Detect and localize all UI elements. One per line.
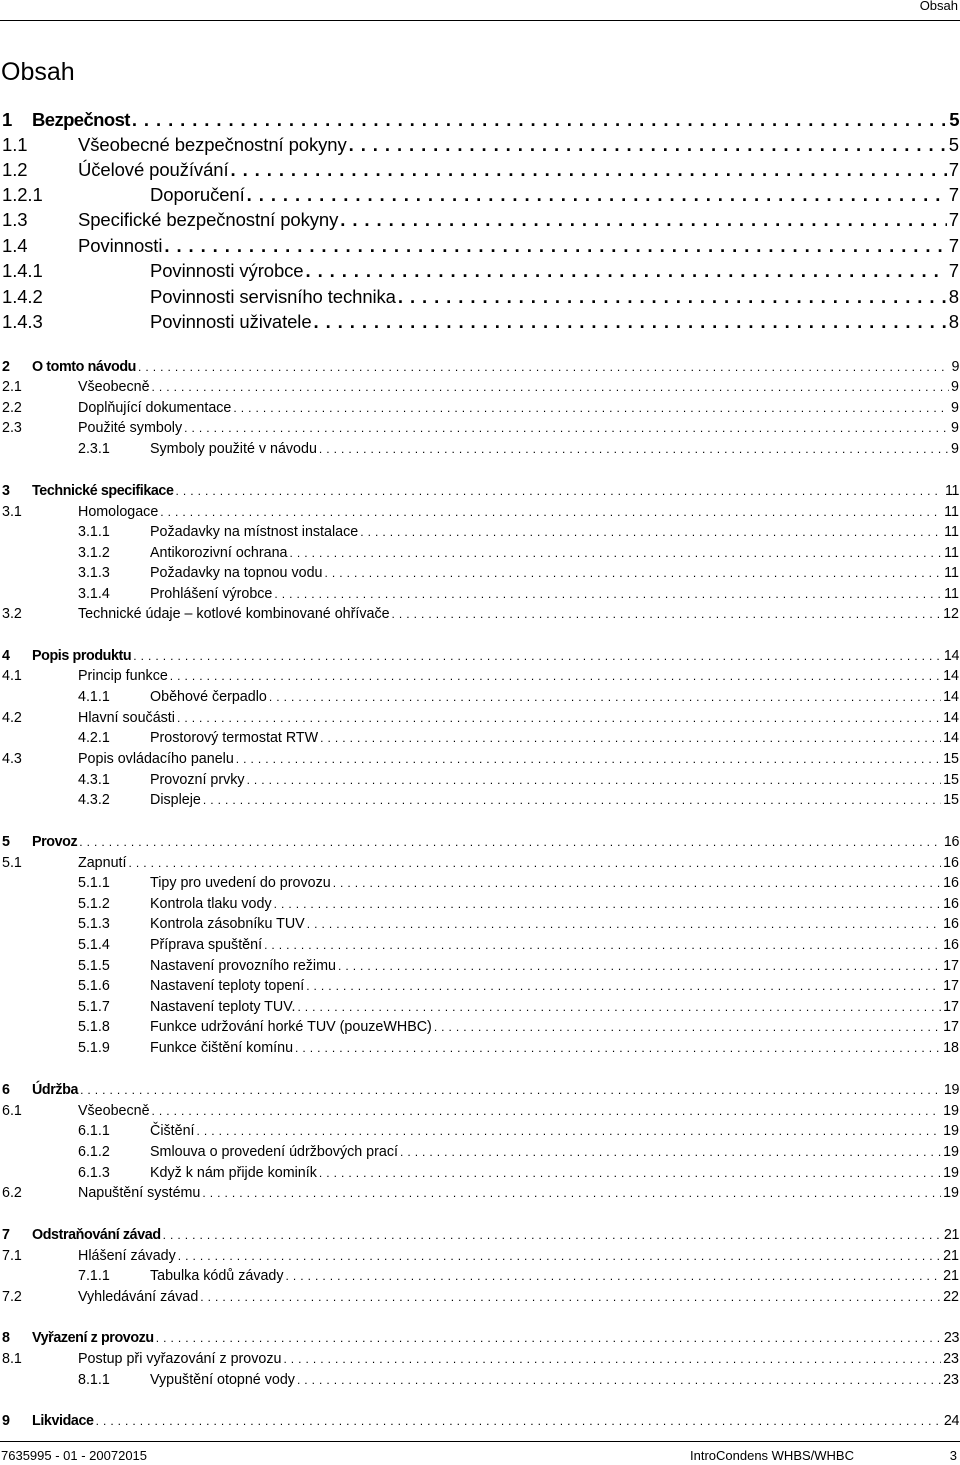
toc-entry-title: Specifické bezpečnostní pokyny — [78, 209, 339, 230]
toc-leader-dots — [200, 1287, 941, 1308]
toc-entry[interactable] — [0, 107, 960, 133]
toc-entry-page: 15 — [943, 772, 959, 788]
toc-entry-title: Příprava spuštění — [150, 937, 263, 953]
toc-entry-title: Popis produktu — [32, 648, 132, 664]
page-title: Obsah — [1, 58, 75, 86]
toc-entry-title: Požadavky na topnou vodu — [150, 565, 323, 581]
toc-entry-page: 19 — [943, 1082, 959, 1098]
toc-leader-dots — [264, 935, 941, 956]
toc-entry[interactable] — [0, 1163, 960, 1184]
toc-entry[interactable] — [0, 1121, 960, 1142]
toc-leader-dots — [160, 502, 942, 523]
toc-entry-page: 11 — [944, 524, 959, 540]
toc-leader-dots — [247, 182, 947, 208]
toc-leader-dots — [156, 1328, 942, 1349]
toc-entry-number: 1.1 — [2, 134, 28, 155]
toc-entry-page: 17 — [943, 1019, 959, 1035]
toc-entry-title: Kontrola zásobníku TUV — [150, 916, 305, 932]
toc-entry-title: Nastavení teploty topení — [150, 978, 305, 994]
toc-entry-number: 5.1.6 — [78, 978, 110, 994]
toc-entry-title: Hlavní součásti — [78, 710, 175, 726]
toc-entry-title: Smlouva o provedení údržbových prací — [150, 1144, 398, 1160]
toc-entry-page: 14 — [943, 648, 959, 664]
running-header-title: Obsah — [919, 0, 958, 13]
toc-leader-dots — [307, 914, 941, 935]
toc-entry-title: Symboly použité v návodu — [150, 441, 317, 457]
toc-entry-number: 1.4.1 — [2, 260, 43, 281]
toc-leader-dots — [274, 894, 942, 915]
toc-entry-page: 23 — [943, 1351, 959, 1367]
toc-entry-title: Vypuštění otopné vody — [150, 1372, 295, 1388]
toc-entry-title: O tomto návodu — [32, 359, 137, 375]
toc-entry-number: 7.1 — [2, 1248, 22, 1264]
toc-entry-title: Účelové používání — [78, 159, 229, 180]
toc-leader-dots — [319, 1163, 941, 1184]
toc-leader-dots — [324, 563, 942, 584]
toc-entry-title: Povinnosti — [78, 235, 163, 256]
toc-entry-title: Funkce udržování horké TUV (pouzeWHBC) — [150, 1019, 432, 1035]
toc-entry-number: 5.1.5 — [78, 958, 110, 974]
toc-entry-page: 14 — [943, 689, 959, 705]
toc-entry-number: 3.1.4 — [78, 586, 110, 602]
toc-entry-title: Vyřazení z provozu — [32, 1330, 154, 1346]
toc-entry[interactable] — [0, 914, 960, 935]
toc-entry[interactable] — [0, 604, 960, 625]
toc-entry[interactable] — [0, 1370, 960, 1391]
toc-entry-title: Doporučení — [150, 184, 245, 205]
toc-leader-dots — [170, 666, 941, 687]
toc-leader-dots — [320, 728, 941, 749]
toc-entry[interactable] — [0, 309, 960, 335]
toc-entry-page: 14 — [943, 730, 959, 746]
toc-entry-page: 14 — [943, 668, 959, 684]
toc-entry-number: 1.2.1 — [2, 184, 43, 205]
toc-leader-dots — [203, 790, 941, 811]
toc-entry-number: 7.1.1 — [78, 1268, 110, 1284]
toc-entry-number: 6.1 — [2, 1103, 22, 1119]
toc-entry-title: Prostorový termostat RTW — [150, 730, 319, 746]
toc-entry-page: 15 — [943, 792, 959, 808]
toc-entry-number: 9 — [2, 1413, 10, 1429]
toc-entry-number: 3.1 — [2, 504, 22, 520]
toc-leader-dots — [297, 1370, 941, 1391]
toc-entry-page: 9 — [951, 420, 959, 436]
toc-entry-title: Postup při vyřazování z provozu — [78, 1351, 282, 1367]
toc-entry[interactable] — [0, 543, 960, 564]
toc-leader-dots — [269, 687, 941, 708]
toc-entry[interactable] — [0, 1246, 960, 1267]
toc-entry[interactable] — [0, 749, 960, 770]
toc-entry[interactable] — [0, 284, 960, 310]
toc-leader-dots — [96, 1411, 942, 1432]
toc-entry-page: 8 — [948, 311, 959, 332]
toc-entry-title: Bezpečnost — [32, 109, 130, 130]
toc-entry[interactable] — [0, 233, 960, 259]
toc-entry[interactable] — [0, 481, 960, 502]
toc-entry-title: Kontrola tlaku vody — [150, 896, 272, 912]
toc-leader-dots — [333, 873, 941, 894]
toc-entry[interactable] — [0, 502, 960, 523]
toc-entry-number: 7 — [2, 1227, 10, 1243]
footer-page-number: 3 — [949, 1448, 957, 1463]
toc-entry-title: Když k nám přijde kominík — [150, 1165, 317, 1181]
toc-entry[interactable] — [0, 1101, 960, 1122]
toc-entry[interactable] — [0, 853, 960, 874]
toc-leader-dots — [178, 1246, 941, 1267]
toc-entry[interactable] — [0, 1411, 960, 1432]
toc-entry-number: 3 — [2, 483, 10, 499]
toc-entry-page: 16 — [943, 855, 959, 871]
toc-leader-dots — [398, 284, 947, 310]
toc-entry[interactable] — [0, 563, 960, 584]
toc-entry-title: Zapnutí — [78, 855, 127, 871]
toc-entry-number: 4.3 — [2, 751, 22, 767]
toc-entry[interactable] — [0, 1225, 960, 1246]
toc-entry-page: 23 — [943, 1372, 959, 1388]
toc-entry-page: 16 — [943, 834, 959, 850]
toc-entry[interactable] — [0, 1017, 960, 1038]
toc-entry-number: 1.4 — [2, 235, 28, 256]
toc-entry-title: Všeobecné bezpečnostní pokyny — [78, 134, 347, 155]
toc-leader-dots — [400, 1142, 941, 1163]
toc-leader-dots — [132, 107, 947, 133]
toc-leader-dots — [338, 956, 941, 977]
toc-entry-number: 4.2 — [2, 710, 22, 726]
toc-leader-dots — [202, 1183, 941, 1204]
toc-entry-page: 21 — [943, 1268, 959, 1284]
toc-leader-dots — [314, 309, 947, 335]
toc-entry-page: 11 — [944, 565, 959, 581]
toc-entry-number: 6.2 — [2, 1185, 22, 1201]
toc-entry-title: Technické specifikace — [32, 483, 174, 499]
toc-leader-dots — [340, 207, 947, 233]
toc-entry[interactable] — [0, 1287, 960, 1308]
toc-entry-number: 3.1.3 — [78, 565, 110, 581]
toc-entry-number: 6.1.3 — [78, 1165, 110, 1181]
toc-leader-dots — [138, 357, 949, 378]
footer-doc-number: 7635995 - 01 - 20072015 — [1, 1448, 148, 1463]
toc-entry-number: 8.1 — [2, 1351, 22, 1367]
toc-entry[interactable] — [0, 832, 960, 853]
toc-entry-page: 19 — [943, 1185, 959, 1201]
toc-entry-number: 1.4.2 — [2, 286, 43, 307]
toc-entry-number: 1.4.3 — [2, 311, 43, 332]
toc-entry-page: 23 — [943, 1330, 959, 1346]
toc-entry[interactable] — [0, 1328, 960, 1349]
toc-entry-page: 11 — [944, 586, 959, 602]
toc-entry-title: Údržba — [32, 1082, 79, 1098]
toc-leader-dots — [289, 543, 942, 564]
toc-leader-dots — [274, 584, 942, 605]
toc-entry-number: 4.2.1 — [78, 730, 110, 746]
toc-entry-page: 16 — [943, 875, 959, 891]
footer-rule — [0, 1441, 960, 1442]
toc-entry-title: Popis ovládacího panelu — [78, 751, 234, 767]
toc-entry-number: 5.1.2 — [78, 896, 110, 912]
toc-entry-number: 5.1.1 — [78, 875, 110, 891]
toc-leader-dots — [286, 1266, 942, 1287]
toc-entry-title: Všeobecně — [78, 1103, 150, 1119]
toc-leader-dots — [184, 418, 949, 439]
toc-entry-title: Doplňující dokumentace — [78, 400, 232, 416]
toc-leader-dots — [152, 1101, 942, 1122]
toc-entry[interactable] — [0, 157, 960, 183]
toc-entry-title: Povinnosti výrobce — [150, 260, 304, 281]
toc-entry-page: 14 — [943, 710, 959, 726]
toc-entry-number: 2.3.1 — [78, 441, 110, 457]
toc-entry[interactable] — [0, 666, 960, 687]
toc-leader-dots — [360, 522, 942, 543]
toc-entry-title: Požadavky na místnost instalace — [150, 524, 359, 540]
toc-entry-number: 7.2 — [2, 1289, 22, 1305]
toc-entry-page: 5 — [949, 109, 959, 130]
toc-entry-page: 9 — [951, 359, 959, 375]
toc-entry-number: 5.1.8 — [78, 1019, 110, 1035]
toc-entry-number: 6 — [2, 1082, 10, 1098]
toc-entry[interactable] — [0, 1266, 960, 1287]
toc-entry[interactable] — [0, 522, 960, 543]
toc-leader-dots — [128, 853, 941, 874]
toc-entry-title: Hlášení závady — [78, 1248, 176, 1264]
toc-entry-title: Nastavení provozního režimu — [150, 958, 336, 974]
toc-entry[interactable] — [0, 894, 960, 915]
toc-entry-number: 5.1.7 — [78, 999, 110, 1015]
toc-entry-title: Povinnosti servisního technika — [150, 286, 396, 307]
toc-entry-number: 4.1 — [2, 668, 22, 684]
toc-leader-dots — [80, 1080, 942, 1101]
toc-entry-title: Homologace — [78, 504, 159, 520]
toc-entry-page: 7 — [948, 209, 959, 230]
toc-entry-page: 21 — [943, 1248, 959, 1264]
toc-entry-page: 9 — [951, 441, 959, 457]
toc-entry[interactable] — [0, 708, 960, 729]
toc-entry-title: Použité symboly — [78, 420, 183, 436]
toc-entry-number: 3.2 — [2, 606, 22, 622]
toc-entry-page: 16 — [943, 896, 959, 912]
toc-entry-number: 2.3 — [2, 420, 22, 436]
toc-entry[interactable] — [0, 873, 960, 894]
toc-entry-title: Vyhledávání závad — [78, 1289, 199, 1305]
toc-entry[interactable] — [0, 1142, 960, 1163]
toc-entry-title: Napuštění systému — [78, 1185, 201, 1201]
toc-leader-dots — [297, 997, 941, 1018]
toc-entry-page: 9 — [951, 379, 959, 395]
toc-entry-title: Antikorozivní ochrana — [150, 545, 288, 561]
toc-entry[interactable] — [0, 770, 960, 791]
toc-entry[interactable] — [0, 418, 960, 439]
toc-entry-number: 5.1 — [2, 855, 22, 871]
toc-entry-page: 19 — [943, 1123, 959, 1139]
toc-leader-dots — [164, 233, 946, 259]
toc-entry-title: Nastavení teploty TUV. — [150, 999, 296, 1015]
toc-entry-page: 12 — [943, 606, 959, 622]
toc-entry-number: 8.1.1 — [78, 1372, 110, 1388]
toc-entry[interactable] — [0, 1038, 960, 1059]
toc-entry-page: 17 — [943, 958, 959, 974]
toc-entry[interactable] — [0, 646, 960, 667]
toc-entry-page: 7 — [948, 260, 959, 281]
toc-entry[interactable] — [0, 584, 960, 605]
toc-entry[interactable] — [0, 377, 960, 398]
toc-entry-number: 5 — [2, 834, 10, 850]
toc-entry-page: 7 — [948, 184, 959, 205]
toc-entry-page: 16 — [943, 937, 959, 953]
toc-entry-page: 19 — [943, 1144, 959, 1160]
toc-entry-title: Tabulka kódů závady — [150, 1268, 284, 1284]
toc-leader-dots — [152, 377, 950, 398]
footer-product-name: IntroCondens WHBS/WHBC — [690, 1448, 854, 1463]
toc-entry-title: Oběhové čerpadlo — [150, 689, 267, 705]
toc-entry-title: Provozní prvky — [150, 772, 245, 788]
toc-entry-number: 8 — [2, 1330, 10, 1346]
toc-entry-page: 22 — [943, 1289, 959, 1305]
toc-entry-title: Princip funkce — [78, 668, 168, 684]
toc-leader-dots — [434, 1017, 941, 1038]
toc-entry-page: 16 — [943, 916, 959, 932]
toc-leader-dots — [176, 481, 943, 502]
toc-leader-dots — [236, 749, 941, 770]
toc-leader-dots — [392, 604, 942, 625]
toc-entry[interactable] — [0, 357, 960, 378]
toc-entry-page: 19 — [943, 1103, 959, 1119]
toc-entry-title: Provoz — [32, 834, 78, 850]
toc-entry-number: 6.1.1 — [78, 1123, 110, 1139]
toc-entry[interactable] — [0, 1080, 960, 1101]
toc-leader-dots — [283, 1349, 941, 1370]
toc-entry-page: 11 — [944, 504, 959, 520]
toc-entry-page: 11 — [944, 483, 959, 499]
toc-entry-number: 4.3.1 — [78, 772, 110, 788]
toc-leader-dots — [247, 770, 942, 791]
toc-entry-page: 24 — [943, 1413, 959, 1429]
toc-entry-title: Likvidace — [32, 1413, 94, 1429]
toc-entry-number: 4 — [2, 648, 10, 664]
toc-entry-title: Tipy pro uvedení do provozu — [150, 875, 331, 891]
toc-entry-page: 15 — [943, 751, 959, 767]
toc-entry-title: Čištění — [150, 1123, 195, 1139]
toc-entry-title: Odstraňování závad — [32, 1227, 161, 1243]
toc-entry-number: 1.3 — [2, 209, 28, 230]
toc-entry-number: 2.2 — [2, 400, 22, 416]
toc-entry-page: 8 — [948, 286, 959, 307]
toc-leader-dots — [306, 976, 941, 997]
toc-entry-number: 3.1.1 — [78, 524, 110, 540]
toc-entry-number: 4.1.1 — [78, 689, 110, 705]
toc-leader-dots — [233, 398, 949, 419]
toc-entry-number: 2.1 — [2, 379, 22, 395]
toc-leader-dots — [177, 708, 941, 729]
toc-entry-number: 1 — [2, 109, 12, 130]
toc-entry-number: 5.1.9 — [78, 1040, 110, 1056]
toc-entry-title: Funkce čištění komínu — [150, 1040, 294, 1056]
toc-leader-dots — [231, 157, 947, 183]
toc-leader-dots — [349, 132, 947, 158]
toc-leader-dots — [305, 258, 946, 284]
toc-leader-dots — [319, 439, 949, 460]
toc-entry[interactable] — [0, 258, 960, 284]
toc-entry[interactable] — [0, 1183, 960, 1204]
toc-entry-title: Povinnosti uživatele — [150, 311, 312, 332]
toc-entry[interactable] — [0, 956, 960, 977]
toc-entry-page: 11 — [944, 545, 959, 561]
toc-entry[interactable] — [0, 935, 960, 956]
toc-entry[interactable] — [0, 687, 960, 708]
toc-entry-title: Technické údaje – kotlové kombinované ohřívače — [78, 606, 390, 622]
toc-entry-number: 1.2 — [2, 159, 28, 180]
toc-entry-page: 17 — [943, 978, 959, 994]
toc-leader-dots — [163, 1225, 942, 1246]
toc-entry[interactable] — [0, 1349, 960, 1370]
toc-entry[interactable] — [0, 398, 960, 419]
toc-entry-number: 4.3.2 — [78, 792, 110, 808]
toc-entry[interactable] — [0, 976, 960, 997]
toc-entry-title: Displeje — [150, 792, 201, 808]
toc-entry[interactable] — [0, 790, 960, 811]
toc-entry-page: 7 — [948, 235, 959, 256]
toc-entry-number: 5.1.4 — [78, 937, 110, 953]
toc-entry[interactable] — [0, 728, 960, 749]
toc-leader-dots — [79, 832, 942, 853]
toc-entry-number: 2 — [2, 359, 10, 375]
toc-entry[interactable] — [0, 182, 960, 208]
toc-entry-page: 17 — [943, 999, 959, 1015]
toc-entry-title: Všeobecně — [78, 379, 150, 395]
toc-leader-dots — [133, 646, 942, 667]
toc-entry[interactable] — [0, 997, 960, 1018]
toc-entry-page: 7 — [948, 159, 959, 180]
toc-entry-title: Prohlášení výrobce — [150, 586, 273, 602]
toc-leader-dots — [295, 1038, 941, 1059]
toc-entry-page: 21 — [943, 1227, 959, 1243]
toc-entry[interactable] — [0, 439, 960, 460]
toc-entry-number: 3.1.2 — [78, 545, 110, 561]
toc-entry-number: 5.1.3 — [78, 916, 110, 932]
toc-entry-page: 19 — [943, 1165, 959, 1181]
toc-entry-page: 18 — [943, 1040, 959, 1056]
toc-leader-dots — [197, 1121, 942, 1142]
toc-entry[interactable] — [0, 207, 960, 233]
toc-entry-number: 6.1.2 — [78, 1144, 110, 1160]
toc-entry-page: 5 — [948, 134, 959, 155]
toc-entry[interactable] — [0, 132, 960, 158]
toc-entry-page: 9 — [951, 400, 959, 416]
